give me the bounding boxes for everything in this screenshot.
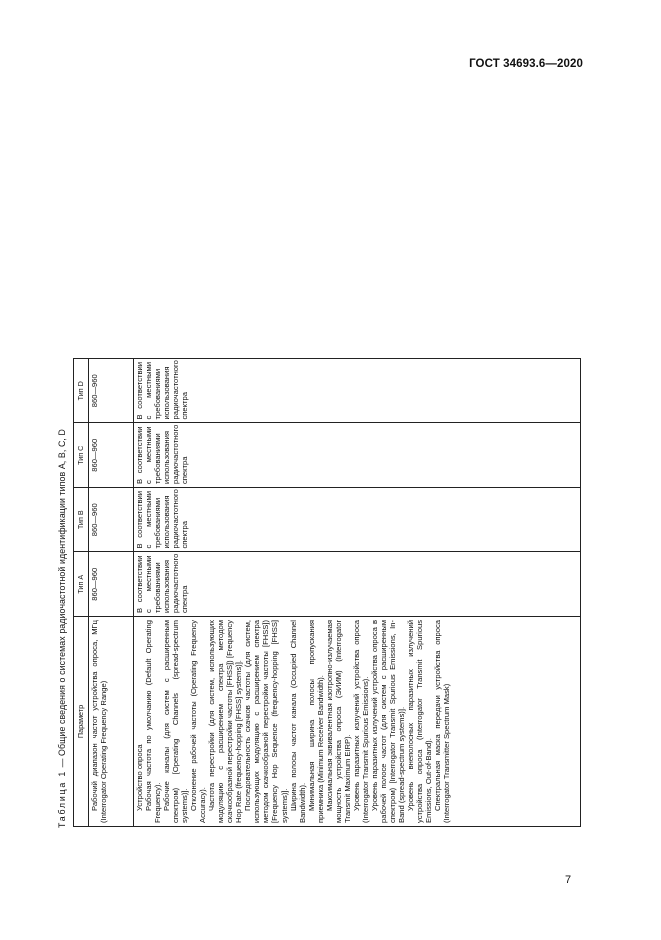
cell-parameter [89, 617, 134, 827]
frequency-range: 860—960 [90, 374, 99, 408]
cell-type-a [89, 552, 134, 617]
parameter-text: Рабочий диапазон частот устройства опроса, МГц (Interrogator Operating Frequency Range) [90, 620, 109, 823]
table-header-row [74, 359, 89, 827]
radio-frequency-id-table [73, 358, 581, 827]
parameter-line: Уровень паразитных излучений устройства опроса (Interrogator Transmit Spurious Emissions). [351, 620, 370, 823]
parameter-line: Уровень паразитных излучений устройства опроса в рабочей полосе частот (для систем с расширенным спектром) [Interrogator Transmit Spurious Emissions, In-Band (spread-spectrum systems)]. [369, 620, 406, 823]
parameter-line: Спектральная маска передачи устройства опроса (Interrogator Transmitter Spectrum Mask) [433, 620, 452, 823]
page-number: 7 [565, 874, 572, 886]
cell-type-d [89, 359, 134, 424]
header-type-a: Тип A [74, 552, 89, 617]
frequency-range: 860—960 [90, 567, 99, 601]
parameter-line: Частота перестройки (для систем, использующих модуляцию с расширением спектра методом скачкообразной перестройки частоты [FHSS]) [Frequency Hop Rate (frequency-hopping [FHSS] systems)]. [207, 620, 244, 823]
cell-type-c [89, 423, 134, 488]
parameter-line: Рабочие каналы (для систем с расширенным спектром) [Operating Channels (spread-spectrum systems)]. [162, 620, 190, 823]
parameter-line: Уровень внеполосных паразитных излучений устройства опроса (Interrogator Transmit Spurious Emissions, Out-of-Band). [405, 620, 433, 823]
table-caption-label: Таблица 1 [57, 769, 67, 828]
document-header: ГОСТ 34693.6—2020 [469, 58, 583, 70]
frequency-range: 860—960 [90, 438, 99, 472]
parameter-line: Последовательность скачков частоты (для систем, использующих модуляцию с расширением спектра методом скачкообразной перестройки частоты [FHSS]) [Frequency Hop Sequence (frequency-hopping [FHSS] systems)]. [243, 620, 289, 823]
cell-type-a-value: В соответствии с местными требованиями использования радиочастотного спектра [134, 552, 581, 617]
cell-parameter-list [134, 617, 581, 827]
parameter-line: Максимальная эквивалентная изотропно-излучаемая мощность устройства опроса (ЭИИМ) (Interrogator Transmit Maximum EIRP). [324, 620, 352, 823]
table-row [89, 359, 134, 827]
rotated-page-content [55, 360, 635, 940]
cell-type-d-value: В соответствии с местными требованиями использования радиочастотного спектра [134, 359, 581, 424]
cell-type-b-value: В соответствии с местными требованиями использования радиочастотного спектра [134, 488, 581, 553]
header-type-c: Тип C [74, 423, 89, 488]
table-row [134, 359, 581, 827]
parameter-line: Отклонение рабочей частоты (Operating Frequency Accuracy). [189, 620, 208, 823]
frequency-range: 860—960 [90, 503, 99, 537]
header-parameter: Параметр [74, 617, 89, 827]
table-caption-text: — Общие сведения о системах радиочастотной идентификации типов A, B, C, D [57, 429, 67, 770]
parameter-line: Устройство опроса [135, 744, 144, 811]
parameter-line: Рабочая частота по умолчанию (Default Operating Frequency). [144, 620, 163, 823]
parameter-line: Ширина полосы частот канала (Occupied Channel Bandwidth). [288, 620, 307, 823]
header-type-b: Тип B [74, 488, 89, 553]
cell-type-c-value: В соответствии с местными требованиями использования радиочастотного спектра [134, 423, 581, 488]
parameter-line: Минимальная ширина полосы пропускания приемника (Minimum Receiver Bandwidth). [306, 620, 325, 823]
table-caption [57, 358, 67, 828]
header-type-d: Тип D [74, 359, 89, 424]
cell-type-b [89, 488, 134, 553]
